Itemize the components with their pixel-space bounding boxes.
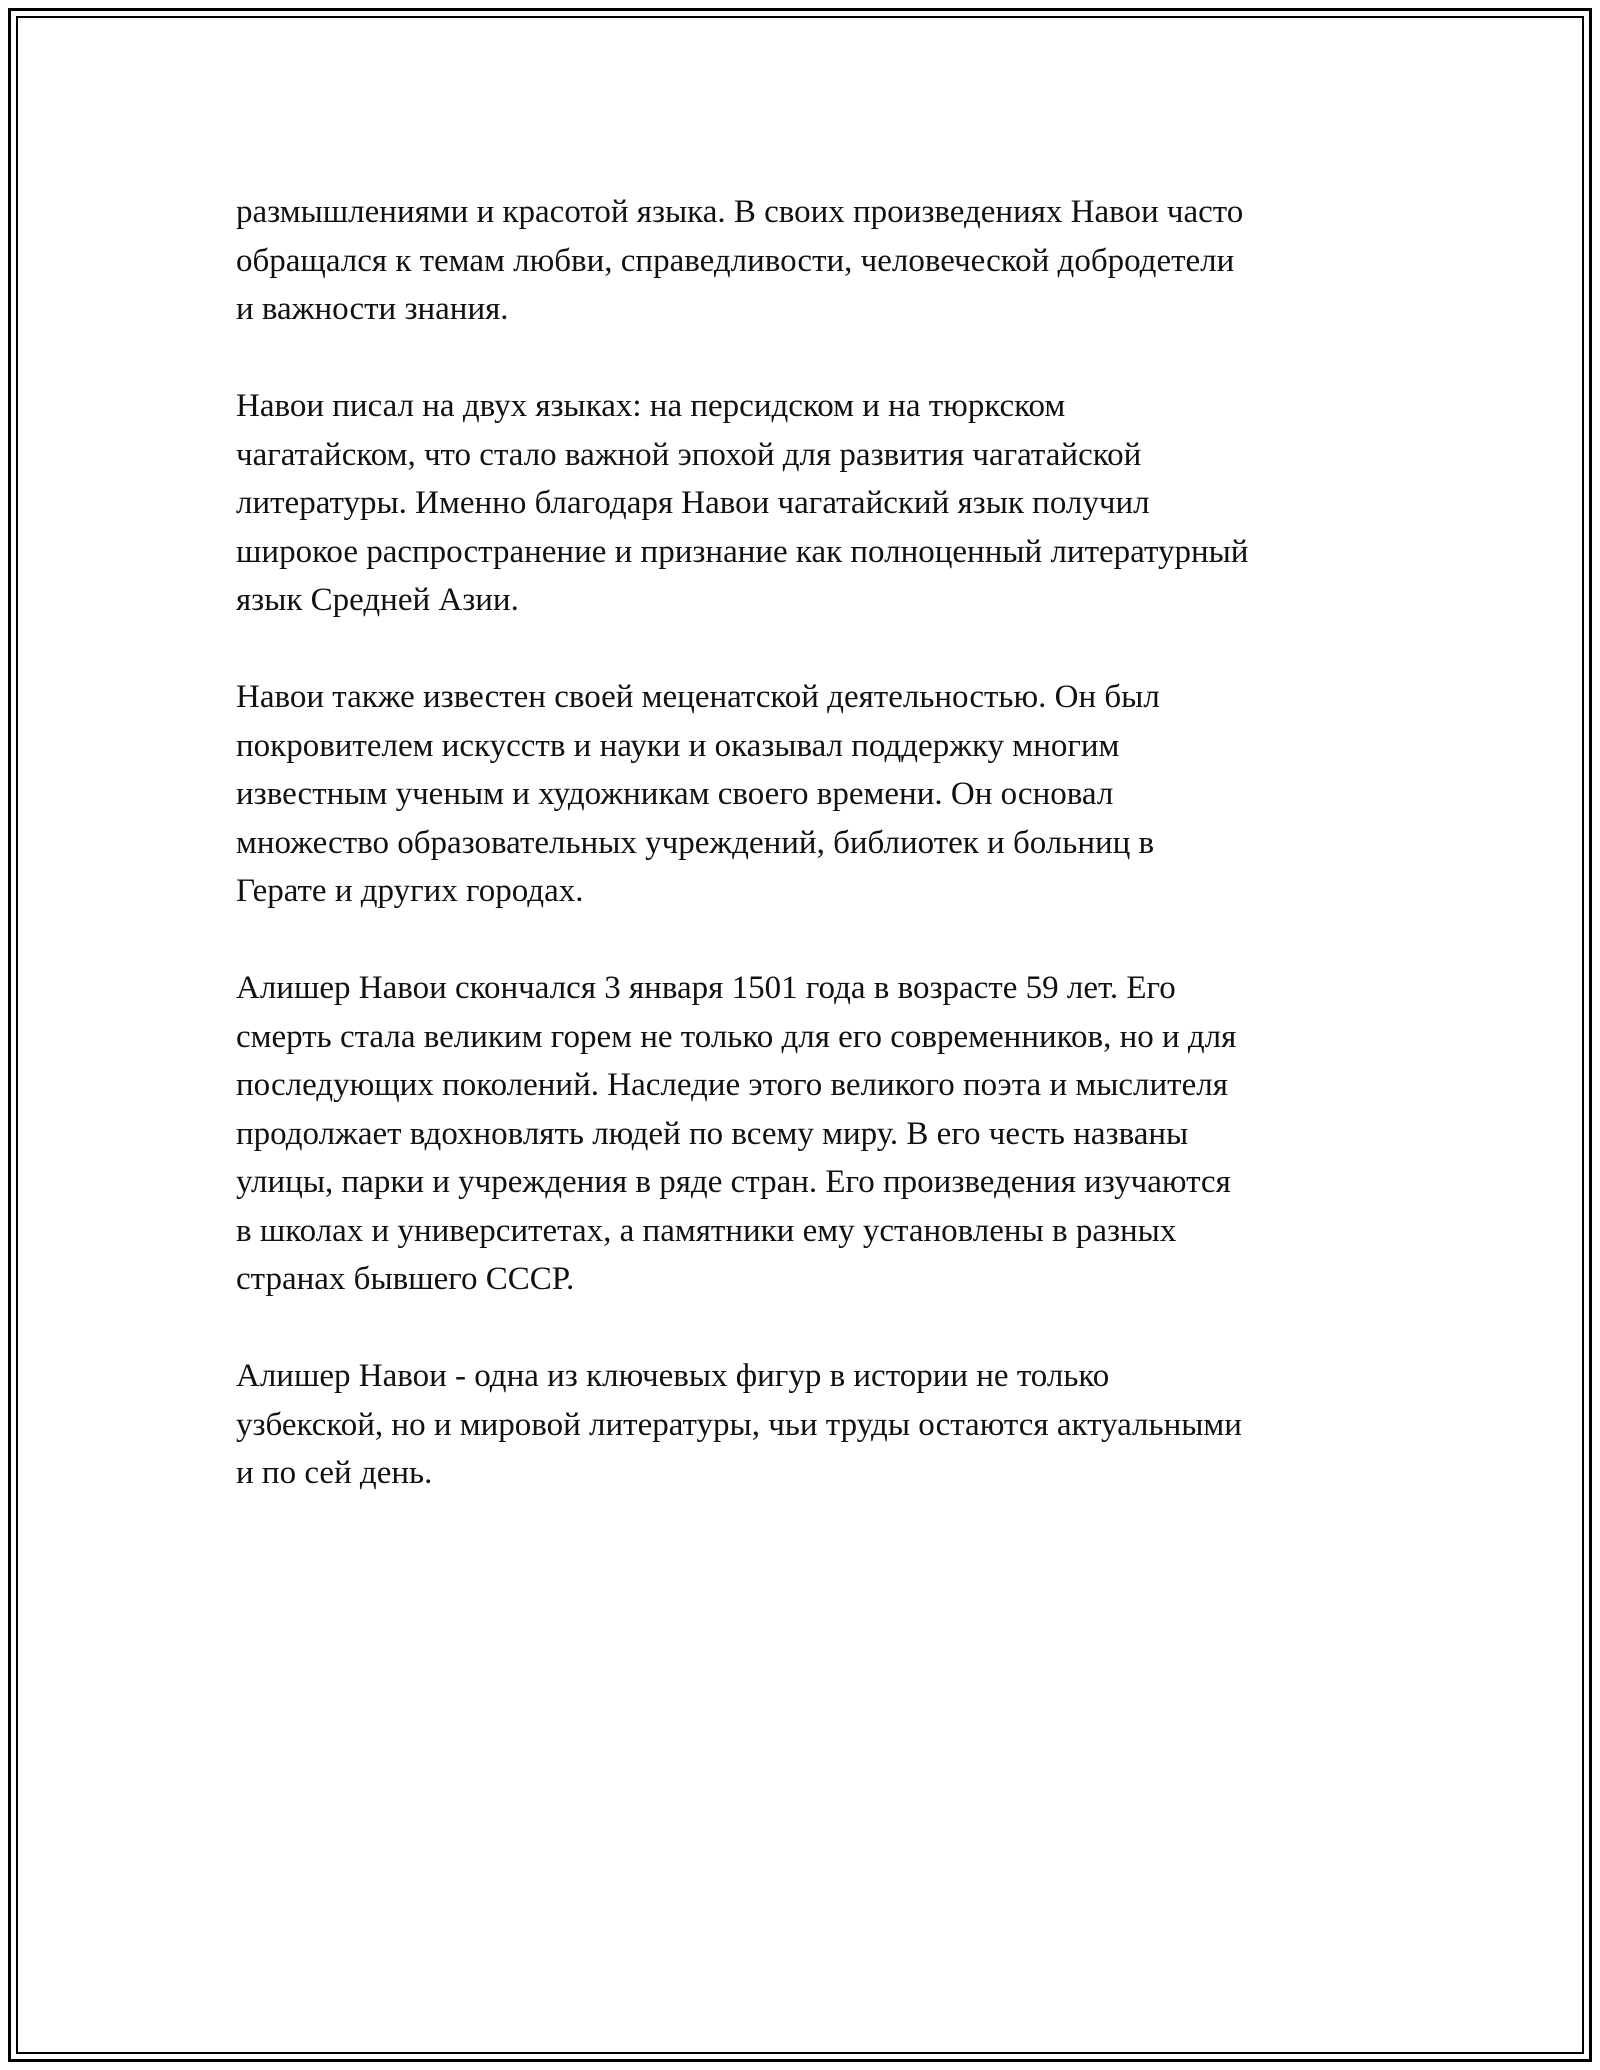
paragraph-2: Навои писал на двух языках: на персидском и на тюркском чагатайском, что стало важной эпохой для развития чагатайской литературы. Именно благодаря Навои чагатайский язык получил широкое распространение и признание как полноценный литературный язык Средней Азии. — [236, 388, 1249, 618]
paragraph-4: Алишер Навои скончался 3 января 1501 года в возрасте 59 лет. Его смерть стала великим горем не только для его современников, но и для последующих поколений. Наследие этого великого поэта и мыслителя продолжает вдохновлять людей по всему миру. В его честь названы улицы, парки и учреждения в ряде стран. Его произведения изучаются в школах и университетах, а памятники ему установлены в разных странах бывшего СССР. — [236, 970, 1237, 1297]
paragraph-5: Алишер Навои - одна из ключевых фигур в истории не только узбекской, но и мировой литературы, чьи труды остаются актуальными и по сей день. — [236, 1358, 1242, 1491]
paragraph-1: размышлениями и красотой языка. В своих произведениях Навои часто обращался к темам любви, справедливости, человеческой добродетели и важности знания. — [236, 194, 1244, 327]
document-body — [236, 188, 1376, 1546]
paragraph-3: Навои также известен своей меценатской деятельностью. Он был покровителем искусств и науки и оказывал поддержку многим известным ученым и художникам своего времени. Он основал множество образовательных учреждений, библиотек и больниц в Герате и других городах. — [236, 679, 1160, 909]
